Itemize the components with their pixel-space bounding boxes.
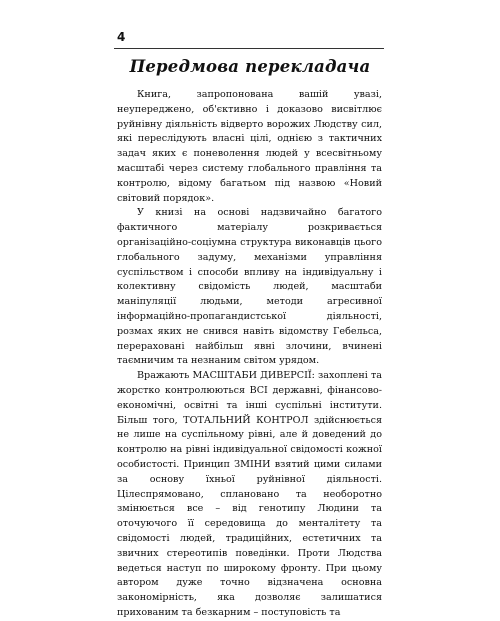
body-text bbox=[117, 88, 382, 621]
paragraph-2: У книзі на основі надзвичайно багатого фактичного матеріалу розкривається організаційно-соціумна структура виконавців цього глобального задуму, механізми управління суспільством і способи впливу на індивідуальну і колективну свідомість людей, масштаби маніпуляції людьми, методи агресивної інформаційно-пропагандистської діяльності, розмах яких не снився навіть відомству Гебельса, перераховані найбільш явні злочини, вчинені таємничим та незнаним світом урядом. bbox=[117, 207, 382, 367]
header-rule bbox=[114, 48, 384, 49]
paragraph-3: Вражають МАСШТАБИ ДИВЕРСІЇ: захоплені та жорстко контролюються ВСІ державні, фінансово-економічні, освітні та інші суспільні інститути. Більш того, ТОТАЛЬНИЙ КОНТРОЛ здійснюється не лише на суспільному рівні, але й доведений до контролю на рівні індивідуальної свідомості кожної особистості. Принцип ЗМІНИ взятий цими силами за основу їхньої руйнівної діяльності. Цілеспрямовано, сплановано та необоротно змінюється все – від генотипу Людини та оточуючого її середовища до менталітету та свідомості людей, традиційних, естетичних та звичних стереотипів поведінки. Проти Людства ведеться наступ по широкому фронту. При цьому автором дуже точно відзначена основна закономірність, яка дозволяє залишатися прихованим та безкарним – поступовість та bbox=[117, 370, 382, 618]
page-number: 4 bbox=[117, 30, 126, 44]
page-title: Передмова перекладача bbox=[129, 57, 371, 76]
paragraph-1: Книга, запропонована вашій увазі, неупереджено, об'єктивно і доказово висвітлює руйнівну діяльність відверто ворожих Людству сил, які переслідують власні цілі, однією з тактичних задач яких є поневолення людей у всесвітньому масштабі через систему глобального правління та контролю, відому багатьом під назвою «Новий світовий порядок». bbox=[117, 89, 382, 204]
